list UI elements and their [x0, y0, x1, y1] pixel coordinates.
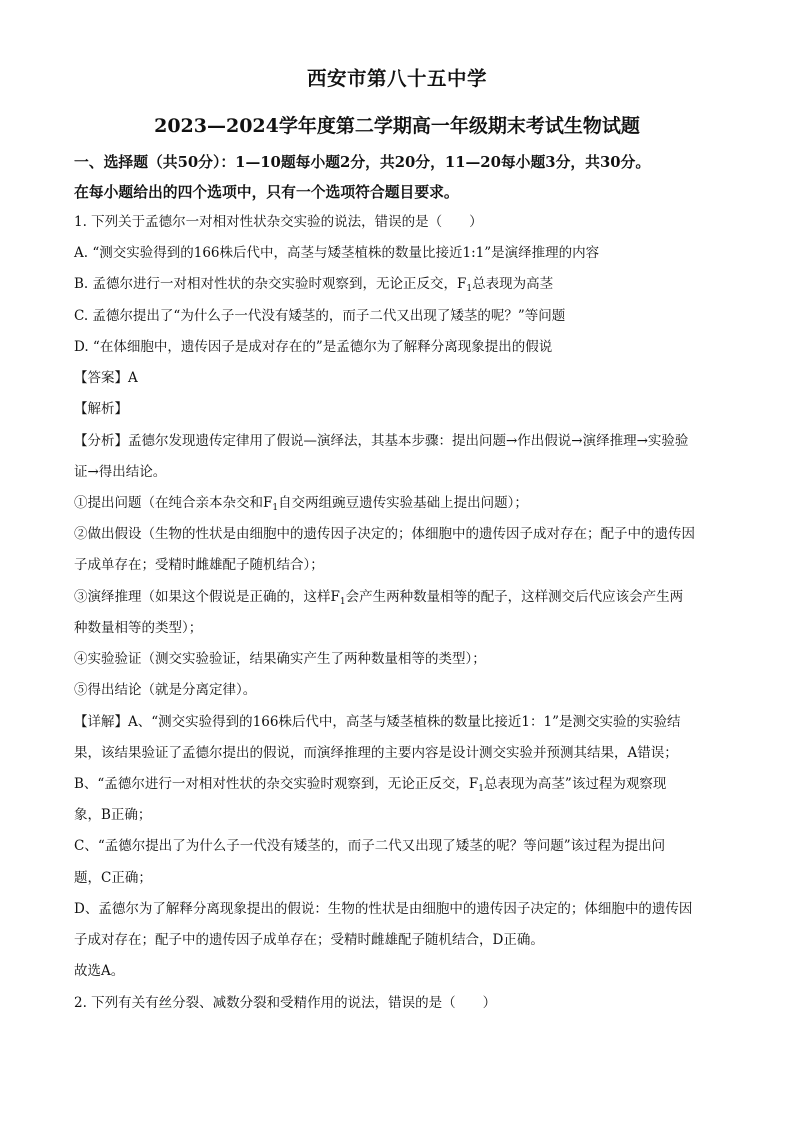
q1-step5: ⑤得出结论（就是分离定律）。 [74, 682, 257, 698]
q1-detail-line8: 子成对存在；配子中的遗传因子成单存在；受精时雌雄配子随机结合，D正确。 [74, 932, 544, 948]
q1-step2-line2: 子成单存在；受精时雌雄配子随机结合）； [74, 557, 324, 573]
q2-stem: 2. 下列有关有丝分裂、减数分裂和受精作用的说法，错误的是（ ） [74, 995, 497, 1011]
q1-step3-line2: 种数量相等的类型）； [74, 620, 203, 636]
q1-option-b: B. 孟德尔进行一对相对性状的杂交实验时观察到，无论正反交，$F_1$总表现为高茎 [74, 276, 554, 294]
q1-conclusion: 故选A。 [74, 963, 125, 979]
q1-step4: ④实验验证（测交实验验证，结果确实产生了两种数量相等的类型）； [74, 651, 486, 667]
q1-fenxi-line1: 【分析】孟德尔发现遗传定律用了假说—演绎法，其基本步骤：提出问题→作出假说→演绎推理→实验验 [74, 433, 689, 449]
q1-stem: 1. 下列关于孟德尔一对相对性状杂交实验的说法，错误的是（ ） [74, 214, 483, 230]
q1-option-a: A. “测交实验得到的166株后代中，高茎与矮茎植株的数量比接近1:1”是演绎推理的内容 [74, 245, 600, 261]
q1-option-c: C. 孟德尔提出了“为什么子一代没有矮茎的，而子二代又出现了矮茎的呢？”等问题 [74, 308, 566, 324]
exam-title: 2023—2024学年度第二学期高一年级期末考试生物试题 [154, 115, 640, 137]
q1-detail-line7: D、孟德尔为了解释分离现象提出的假说：生物的性状是由细胞中的遗传因子决定的；体细胞中的遗传因 [74, 901, 693, 917]
section-instruction: 在每小题给出的四个选项中，只有一个选项符合题目要求。 [74, 184, 459, 201]
school-title: 西安市第八十五中学 [306, 67, 487, 90]
q1-detail-line6: 题，C正确； [74, 870, 152, 886]
section-heading: 一、选择题（共50分）：1—10题每小题2分，共20分，11—20每小题3分，共30分。 [74, 154, 651, 171]
q1-step1: ①提出问题（在纯合亲本杂交和$F_1$自交两组豌豆遗传实验基础上提出问题）； [74, 495, 528, 513]
q1-option-d: D. “在体细胞中，遗传因子是成对存在的”是孟德尔为了解释分离现象提出的假说 [74, 339, 553, 355]
q1-detail-line1: 【详解】A、“测交实验得到的166株后代中，高茎与矮茎植株的数量比接近1：1”是测交实验的实验结 [74, 714, 681, 730]
q1-detail-line4: 象，B正确； [74, 807, 152, 823]
q1-detail-line5: C、“孟德尔提出了为什么子一代没有矮茎的，而子二代又出现了矮茎的呢？等问题”该过程为提出问 [74, 838, 666, 854]
q1-fenxi-line2: 证→得出结论。 [74, 464, 167, 480]
q1-detail-line2: 果，该结果验证了孟德尔提出的假说，而演绎推理的主要内容是设计测交实验并预测其结果，A错误； [74, 745, 678, 761]
q1-analysis-label: 【解析】 [74, 401, 128, 417]
q1-detail-line3: B、“孟德尔进行一对相对性状的杂交实验时观察到，无论正反交，$F_1$总表现为高茎”该过程为观察现 [74, 776, 667, 794]
q1-step2-line1: ②做出假设（生物的性状是由细胞中的遗传因子决定的；体细胞中的遗传因子成对存在；配子中的遗传因 [74, 526, 695, 542]
q1-step3-line1: ③演绎推理（如果这个假说是正确的，这样$F_1$会产生两种数量相等的配子，这样测交后代应该会产生两 [74, 589, 684, 607]
q1-answer: 【答案】A [74, 370, 138, 386]
